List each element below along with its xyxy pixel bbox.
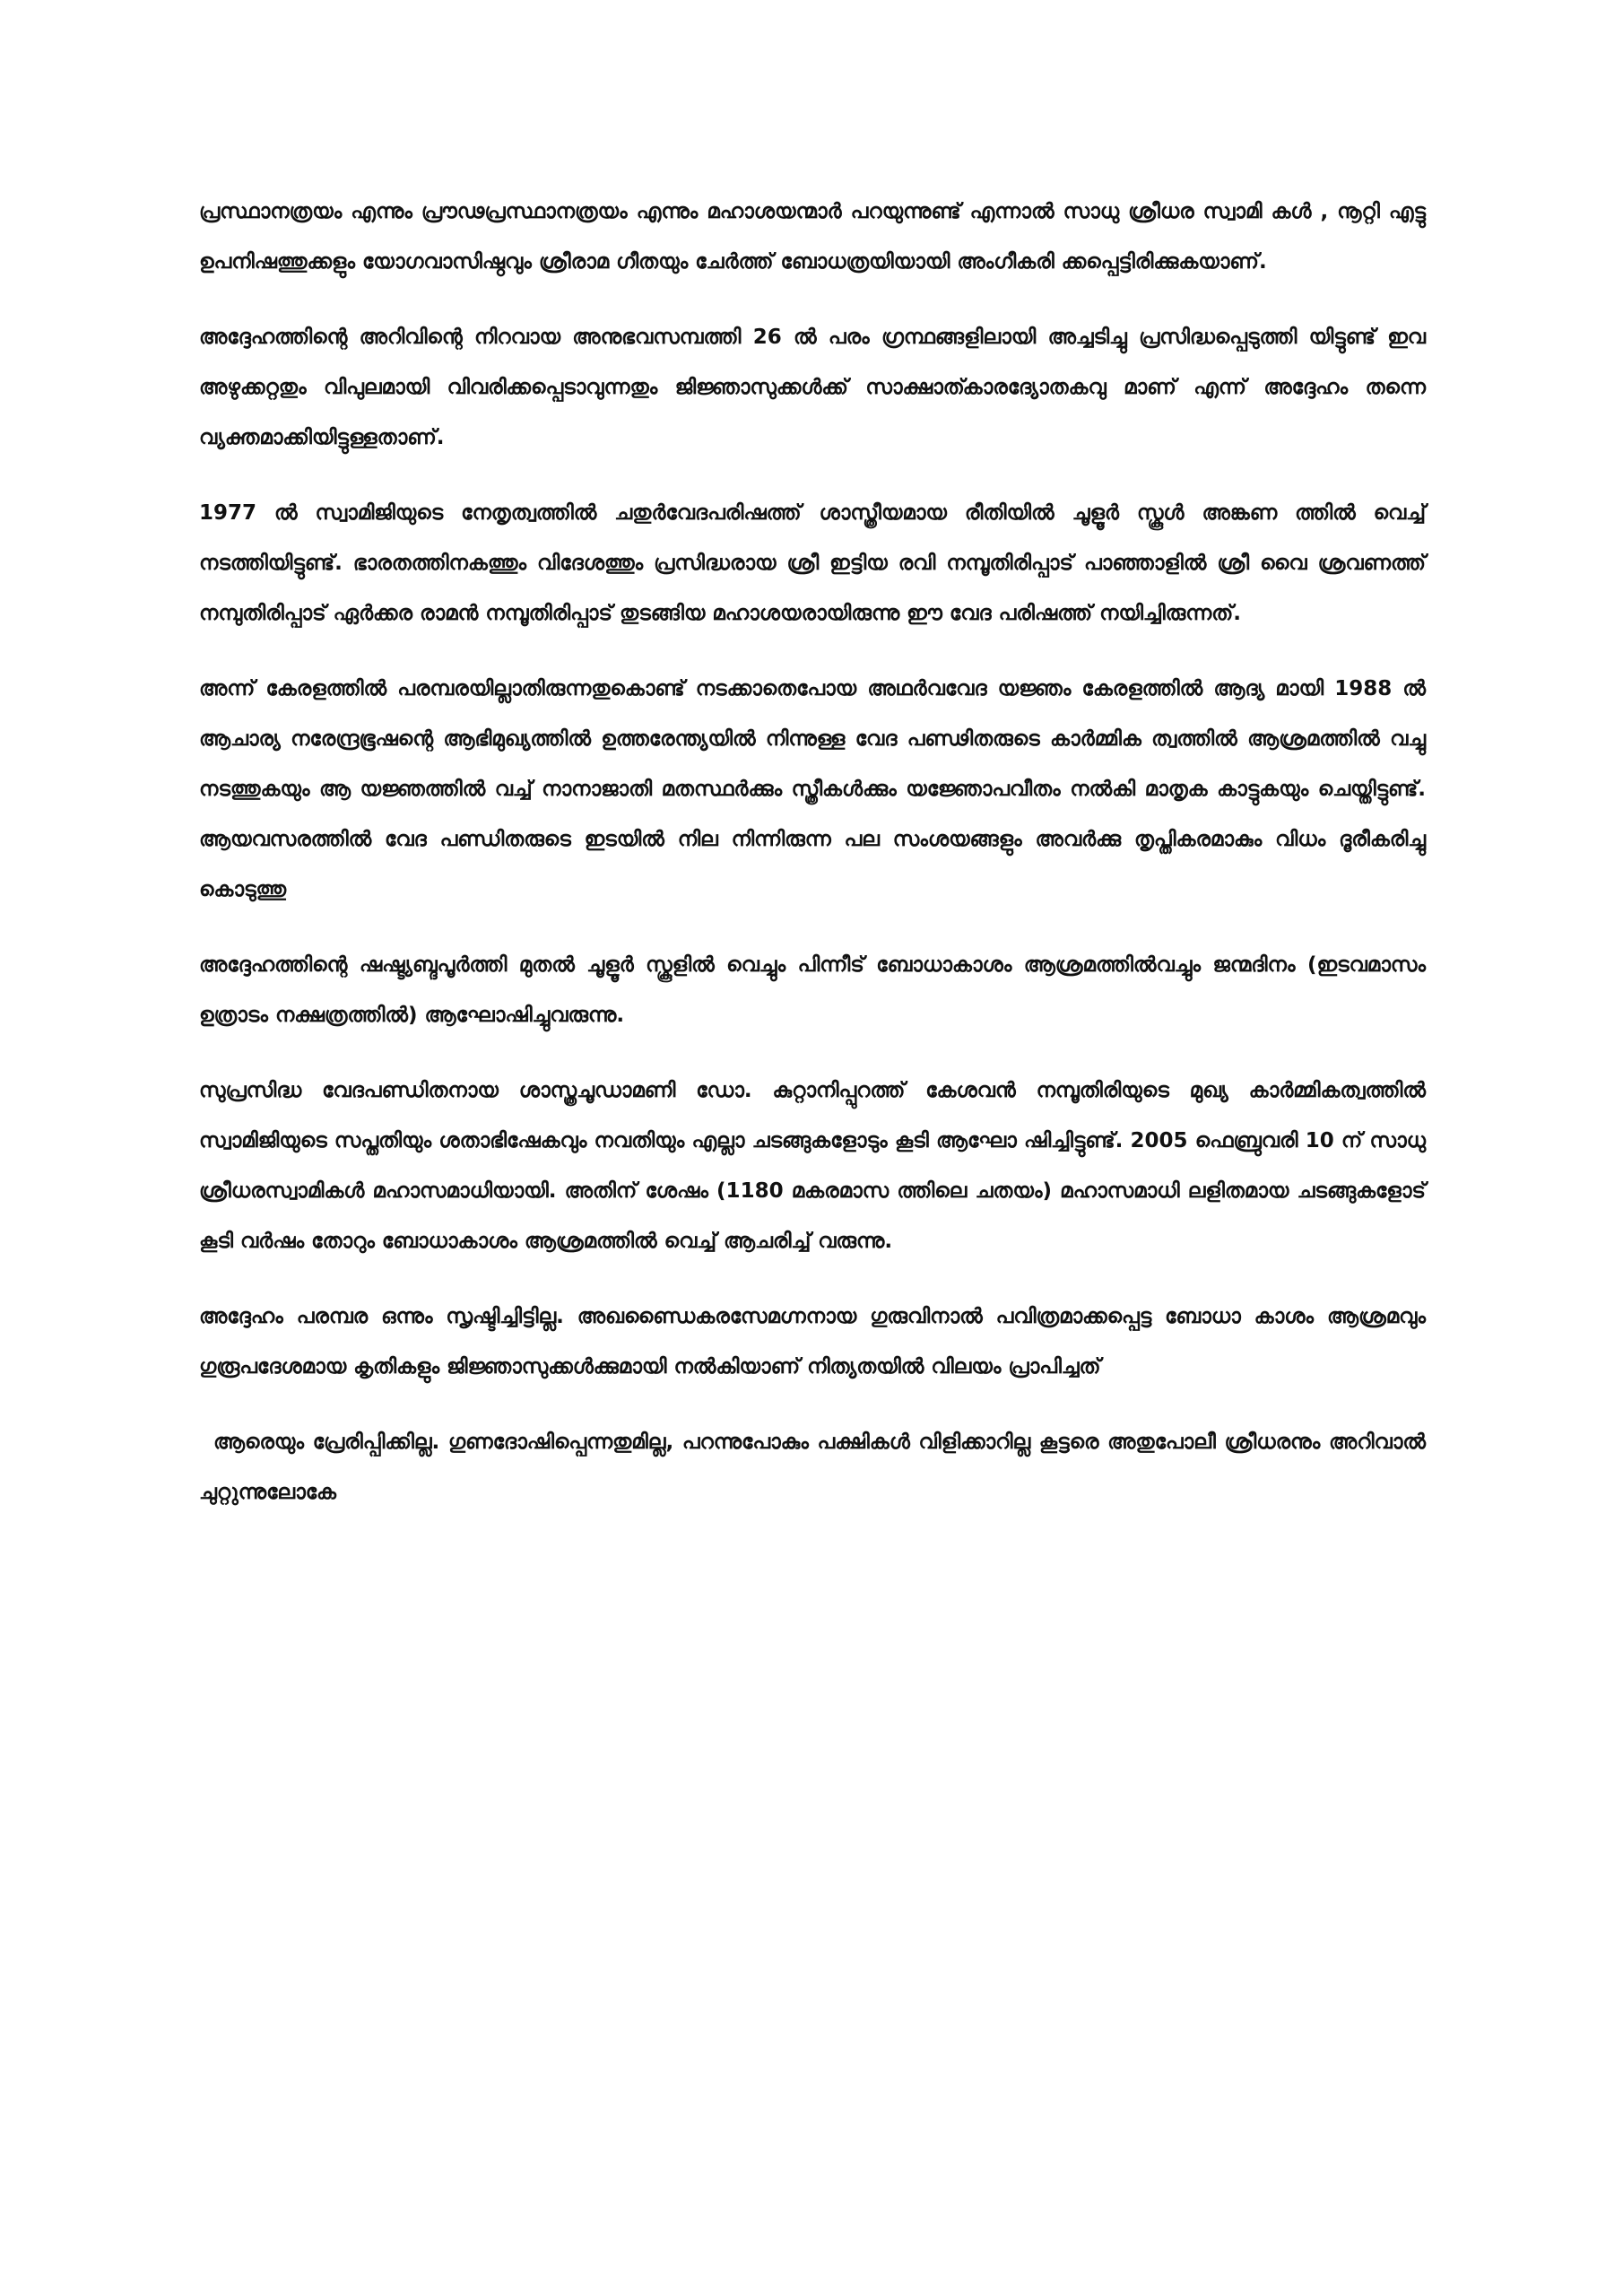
paragraph-6: സുപ്രസിദ്ധ വേദപണ്ഡിതനായ ശാസ്ത്രചൂഡാമണി ഡോ. കുറ്റാനിപ്പുറത്ത് കേശവൻ നമ്പൂതിരിയുടെ മുഖ്യ കാർമ്മികത്വത്തിൽ സ്വാമിജിയുടെ സപ്തതിയും ശതാഭിഷേകവും നവതിയും എല്ലാ ചടങ്ങുകളോടും കൂടി ആഘോ ഷിച്ചിട്ടുണ്ട്. 2005 ഫെബ്രുവരി 10 ന് സാധു ശ്രീധരസ്വാമികൾ മഹാസമാധിയായി. അതിന് ശേഷം (1180 മകരമാസ ത്തിലെ ചതയം) മഹാസമാധി ലളിതമായ ചടങ്ങുകളോട് കൂടി വർഷം തോറും ബോധാകാശം ആശ്രമത്തിൽ വെച്ച് ആചരിച്ച് വരുന്നു. <box>199 1079 1426 1253</box>
paragraph-7: അദ്ദേഹം പരമ്പര ഒന്നും സൃഷ്ടിച്ചിട്ടില്ല. അഖണ്ഡൈകരസേമഗ്നനായ ഗുരുവിനാൽ പവിത്രമാക്കപ്പെട്ട ബോധാ കാശം ആശ്രമവും ഗുരൂപദേശമായ കൃതികളും ജിജ്ഞാസുക്കൾക്കുമായി നൽകിയാണ് നിത്യതയിൽ വിലയം പ്രാപിച്ചത് <box>199 1305 1426 1378</box>
paragraph-2: അദ്ദേഹത്തിന്റെ അറിവിന്റെ നിറവായ അനുഭവസമ്പത്തി 26 ൽ പരം ഗ്രന്ഥങ്ങളിലായി അച്ചടിച്ചു പ്രസിദ്ധപ്പെടുത്തി യിട്ടുണ്ട് ഇവ അഴുക്കറ്റതും വിപുലമായി വിവരിക്കപ്പെടാവുന്നതും ജിജ്ഞാസുക്കൾക്ക് സാക്ഷാത്കാരദ്യോതകവു മാണ് എന്ന് അദ്ദേഹം തന്നെ വ്യക്തമാക്കിയിട്ടുള്ളതാണ്. <box>199 326 1426 449</box>
paragraph-3: 1977 ൽ സ്വാമിജിയുടെ നേതൃത്വത്തിൽ ചതുർവേദപരിഷത്ത് ശാസ്ത്രീയമായ രീതിയിൽ ചൂളൂർ സ്കൂൾ അങ്കണ ത്തിൽ വെച്ച് നടത്തിയിട്ടുണ്ട്. ഭാരതത്തിനകത്തും വിദേശത്തും പ്രസിദ്ധരായ ശ്രീ ഇട്ടിയ രവി നമ്പൂതിരിപ്പാട് പാഞ്ഞാളിൽ ശ്രീ വൈ ശ്രവണത്ത് നമ്പുതിരിപ്പാട് ഏർക്കര രാമൻ നമ്പൂതിരിപ്പാട് തുടങ്ങിയ മഹാശയരായിരുന്നു ഈ വേദ പരിഷത്ത് നയിച്ചിരുന്നത്. <box>199 501 1426 625</box>
paragraph-5: അദ്ദേഹത്തിന്റെ ഷഷ്ട്യബ്ദപൂർത്തി മുതൽ ചൂളൂർ സ്കൂളിൽ വെച്ചും പിന്നീട് ബോധാകാശം ആശ്രമത്തിൽവച്ചും ജന്മദിനം (ഇടവമാസം ഉത്രാടം നക്ഷത്രത്തിൽ) ആഘോഷിച്ചുവരുന്നു. <box>199 953 1426 1027</box>
paragraph-8: ആരെയും പ്രേരിപ്പിക്കില്ല. ഗുണദോഷിപ്പെന്നതുമില്ല, പറന്നുപോകും പക്ഷികൾ വിളിക്കാറില്ല കൂട്ടരെ അതുപോലീ ശ്രീധരനും അറിവാൽ ചുറ്റുന്നുലോകേ <box>199 1431 1426 1504</box>
paragraph-1: പ്രസ്ഥാനത്രയം എന്നും പ്രൗഢപ്രസ്ഥാനത്രയം എന്നും മഹാശയന്മാർ പറയുന്നുണ്ട് എന്നാൽ സാധു ശ്രീധര സ്വാമി കൾ , നൂറ്റി എട്ടു ഉപനിഷത്തുക്കളും യോഗവാസിഷ്ഠവും ശ്രീരാമ ഗീതയും ചേർത്ത് ബോധത്രയിയായി അംഗീകരി ക്കപ്പെട്ടിരിക്കുകയാണ്. <box>199 200 1426 274</box>
document-body <box>199 187 1426 1543</box>
paragraph-4: അന്ന് കേരളത്തിൽ പരമ്പരയില്ലാതിരുന്നതുകൊണ്ട് നടക്കാതെപോയ അഥർവവേദ യജ്ഞം കേരളത്തിൽ ആദ്യ മായി 1988 ൽ ആചാര്യ നരേന്ദ്രഭൂഷന്റെ ആഭിമുഖ്യത്തിൽ ഉത്തരേന്ത്യയിൽ നിന്നുള്ള വേദ പണ്ഢിതരുടെ കാർമ്മിക ത്വത്തിൽ ആശ്രമത്തിൽ വച്ചു നടത്തുകയും ആ യജ്ഞത്തിൽ വച്ച് നാനാജാതി മതസ്ഥർക്കും സ്ത്രീകൾക്കും യജ്ഞോപവീതം നൽകി മാതൃക കാട്ടുകയും ചെയ്തിട്ടുണ്ട്. ആയവസരത്തിൽ വേദ പണ്ഡിതരുടെ ഇടയിൽ നില നിന്നിരുന്ന പല സംശയങ്ങളും അവർക്കു തൃപ്തികരമാകും വിധം ദൂരീകരിച്ചു കൊടുത്തു <box>199 677 1426 901</box>
